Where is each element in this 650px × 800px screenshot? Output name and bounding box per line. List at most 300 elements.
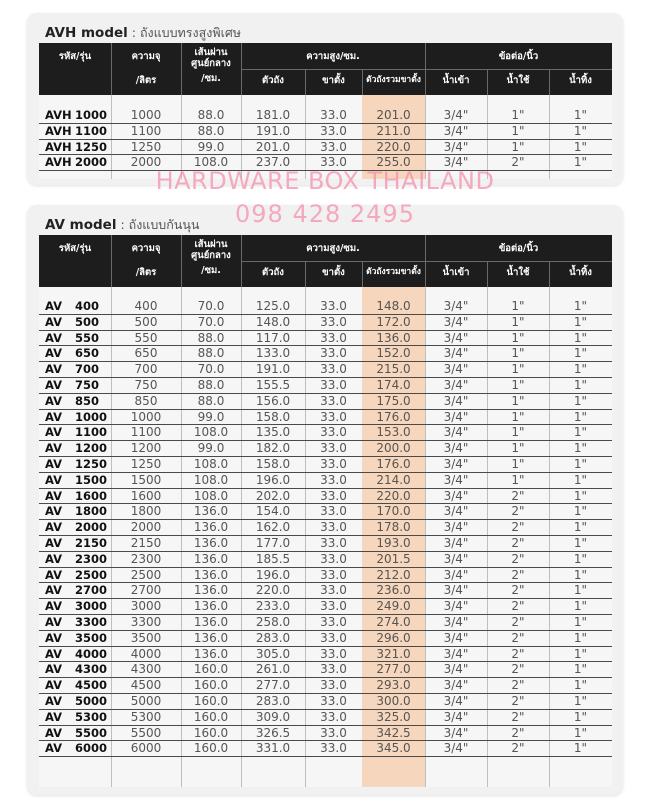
cell-tank: 158.0 bbox=[255, 409, 291, 424]
cell-use: 1" bbox=[511, 346, 525, 361]
cell-legs: 33.0 bbox=[320, 425, 347, 440]
cell-drain: 1" bbox=[573, 741, 588, 756]
header-diameter-unit: /ซม. bbox=[201, 265, 221, 276]
model-number: 750 bbox=[75, 377, 100, 392]
cell-drain: 1" bbox=[573, 646, 588, 661]
model-code bbox=[39, 124, 111, 139]
header-divider bbox=[111, 43, 112, 95]
cell-cap: 5300 bbox=[130, 709, 162, 724]
avh-model-subtitle: : ถังแบบทรงสูงพิเศษ bbox=[127, 25, 242, 40]
cell-legs: 33.0 bbox=[320, 456, 347, 471]
cell-in: 3/4" bbox=[443, 314, 469, 329]
cell-tank: 331.0 bbox=[255, 741, 291, 756]
cell-tank: 177.0 bbox=[255, 535, 291, 550]
cell-cap: 2000 bbox=[130, 520, 162, 535]
cell-tank: 182.0 bbox=[255, 441, 291, 456]
cell-dia: 108.0 bbox=[193, 488, 229, 503]
cell-drain: 1" bbox=[573, 520, 588, 535]
cell-in: 3/4" bbox=[443, 488, 469, 503]
cell-drain: 1" bbox=[573, 488, 588, 503]
model-prefix: AVH bbox=[45, 123, 72, 138]
table-row bbox=[39, 520, 612, 536]
cell-use: 1" bbox=[511, 314, 525, 329]
model-number: 4500 bbox=[75, 678, 108, 693]
header-divider bbox=[362, 261, 363, 287]
model-number: 1800 bbox=[75, 504, 108, 519]
cell-dia: 136.0 bbox=[193, 504, 229, 519]
model-prefix: AV bbox=[45, 441, 63, 456]
cell-use: 1" bbox=[511, 425, 525, 440]
cell-dia: 88.0 bbox=[197, 108, 225, 122]
model-prefix: AV bbox=[45, 393, 63, 408]
cell-legs: 33.0 bbox=[320, 678, 347, 693]
cell-use: 2" bbox=[511, 709, 525, 724]
cell-use: 1" bbox=[511, 393, 525, 408]
model-prefix: AVH bbox=[45, 155, 72, 170]
model-code bbox=[39, 631, 111, 646]
cell-use: 1" bbox=[511, 330, 525, 345]
table-row bbox=[39, 346, 612, 362]
header-divider bbox=[549, 69, 550, 95]
cell-total: 342.5 bbox=[376, 725, 411, 740]
cell-cap: 3300 bbox=[130, 614, 162, 629]
model-code bbox=[39, 710, 111, 725]
cell-tank: 233.0 bbox=[255, 599, 291, 614]
model-number: 3000 bbox=[75, 599, 108, 614]
cell-legs: 33.0 bbox=[320, 583, 347, 598]
table-row bbox=[39, 315, 612, 331]
cell-in: 3/4" bbox=[443, 741, 469, 756]
cell-total: 255.0 bbox=[376, 155, 411, 170]
avh-model-card bbox=[27, 13, 623, 185]
cell-legs: 33.0 bbox=[320, 551, 347, 566]
watermark-phone: 098 428 2495 bbox=[235, 200, 415, 228]
cell-in: 3/4" bbox=[443, 123, 469, 138]
model-code bbox=[39, 315, 111, 330]
cell-drain: 1" bbox=[573, 108, 588, 122]
cell-dia: 136.0 bbox=[193, 551, 229, 566]
header-drain: น้ำทิ้ง bbox=[569, 267, 592, 278]
cell-tank: 283.0 bbox=[255, 630, 291, 645]
cell-legs: 33.0 bbox=[320, 599, 347, 614]
cell-cap: 1200 bbox=[130, 441, 162, 456]
cell-cap: 750 bbox=[134, 377, 158, 392]
header-group-divider bbox=[241, 69, 612, 70]
model-number: 1000 bbox=[75, 409, 108, 424]
table-row bbox=[39, 552, 612, 568]
model-prefix: AV bbox=[45, 472, 63, 487]
header-capacity: ความจุ bbox=[131, 51, 161, 62]
model-number: 3500 bbox=[75, 630, 108, 645]
cell-dia: 70.0 bbox=[197, 299, 225, 313]
cell-legs: 33.0 bbox=[320, 741, 347, 756]
cell-dia: 88.0 bbox=[197, 346, 225, 361]
cell-drain: 1" bbox=[573, 630, 588, 645]
model-code bbox=[39, 378, 111, 393]
cell-in: 3/4" bbox=[443, 678, 469, 693]
model-code bbox=[39, 108, 111, 123]
cell-dia: 88.0 bbox=[197, 123, 225, 138]
cell-dia: 70.0 bbox=[197, 362, 225, 377]
model-code bbox=[39, 410, 111, 425]
model-code bbox=[39, 457, 111, 472]
model-prefix: AV bbox=[45, 630, 63, 645]
cell-legs: 33.0 bbox=[320, 393, 347, 408]
header-code: รหัส/รุ่น bbox=[58, 243, 92, 254]
cell-cap: 1100 bbox=[130, 425, 162, 440]
cell-total: 176.0 bbox=[376, 409, 411, 424]
model-number: 1600 bbox=[75, 488, 108, 503]
header-capacity: ความจุ bbox=[131, 243, 161, 254]
table-row bbox=[39, 299, 612, 315]
cell-cap: 1250 bbox=[130, 139, 162, 154]
cell-in: 3/4" bbox=[443, 346, 469, 361]
model-code bbox=[39, 520, 111, 535]
cell-cap: 5000 bbox=[130, 693, 162, 708]
header-divider bbox=[111, 235, 112, 287]
model-code bbox=[39, 583, 111, 598]
avh-table-header bbox=[39, 43, 612, 95]
avh-model-name: AVH model bbox=[45, 25, 128, 41]
cell-tank: 133.0 bbox=[255, 346, 291, 361]
cell-drain: 1" bbox=[573, 377, 588, 392]
header-legs: ขาตั้ง bbox=[322, 75, 345, 86]
cell-total: 170.0 bbox=[376, 504, 411, 519]
table-row bbox=[39, 631, 612, 647]
model-code bbox=[39, 346, 111, 361]
cell-total: 212.0 bbox=[376, 567, 411, 582]
model-number: 2000 bbox=[75, 520, 108, 535]
cell-total: 236.0 bbox=[376, 583, 411, 598]
cell-cap: 4000 bbox=[130, 646, 162, 661]
cell-use: 2" bbox=[511, 725, 525, 740]
cell-in: 3/4" bbox=[443, 614, 469, 629]
cell-cap: 700 bbox=[134, 362, 158, 377]
cell-dia: 70.0 bbox=[197, 314, 225, 329]
model-code bbox=[39, 662, 111, 677]
model-number: 3300 bbox=[75, 614, 108, 629]
cell-legs: 33.0 bbox=[320, 520, 347, 535]
cell-dia: 160.0 bbox=[193, 693, 229, 708]
cell-drain: 1" bbox=[573, 346, 588, 361]
cell-use: 1" bbox=[511, 472, 525, 487]
cell-use: 1" bbox=[511, 139, 525, 154]
model-code bbox=[39, 678, 111, 693]
cell-legs: 33.0 bbox=[320, 155, 347, 170]
cell-legs: 33.0 bbox=[320, 314, 347, 329]
cell-drain: 1" bbox=[573, 599, 588, 614]
model-code bbox=[39, 552, 111, 567]
cell-total: 211.0 bbox=[376, 123, 411, 138]
cell-dia: 160.0 bbox=[193, 725, 229, 740]
header-divider bbox=[362, 69, 363, 95]
table-row bbox=[39, 599, 612, 615]
av-model-subtitle: : ถังแบบกันนุน bbox=[116, 217, 200, 232]
cell-tank: 237.0 bbox=[255, 155, 291, 170]
cell-legs: 33.0 bbox=[320, 504, 347, 519]
cell-total: 345.0 bbox=[376, 741, 411, 756]
cell-drain: 1" bbox=[573, 678, 588, 693]
cell-cap: 4300 bbox=[130, 662, 162, 677]
cell-in: 3/4" bbox=[443, 155, 469, 170]
cell-tank: 191.0 bbox=[255, 362, 291, 377]
cell-use: 1" bbox=[511, 441, 525, 456]
av-model-card bbox=[27, 205, 623, 795]
cell-use: 1" bbox=[511, 456, 525, 471]
model-prefix: AV bbox=[45, 504, 63, 519]
model-prefix: AV bbox=[45, 488, 63, 503]
cell-total: 214.0 bbox=[376, 472, 411, 487]
cell-use: 2" bbox=[511, 614, 525, 629]
header-drain: น้ำทิ้ง bbox=[569, 75, 592, 86]
cell-legs: 33.0 bbox=[320, 567, 347, 582]
cell-total: 136.0 bbox=[376, 330, 411, 345]
cell-cap: 1100 bbox=[130, 123, 162, 138]
cell-in: 3/4" bbox=[443, 520, 469, 535]
cell-tank: 220.0 bbox=[255, 583, 291, 598]
cell-tank: 135.0 bbox=[255, 425, 291, 440]
cell-total: 193.0 bbox=[376, 535, 411, 550]
cell-dia: 136.0 bbox=[193, 646, 229, 661]
cell-total: 153.0 bbox=[376, 425, 411, 440]
cell-in: 3/4" bbox=[443, 409, 469, 424]
cell-use: 2" bbox=[511, 741, 525, 756]
cell-legs: 33.0 bbox=[320, 409, 347, 424]
model-prefix: AV bbox=[45, 299, 63, 313]
cell-use: 1" bbox=[511, 377, 525, 392]
cell-legs: 33.0 bbox=[320, 123, 347, 138]
model-prefix: AV bbox=[45, 646, 63, 661]
cell-total: 152.0 bbox=[376, 346, 411, 361]
cell-cap: 6000 bbox=[130, 741, 162, 756]
cell-in: 3/4" bbox=[443, 535, 469, 550]
table-row bbox=[39, 694, 612, 710]
table-row bbox=[39, 425, 612, 441]
model-number: 4300 bbox=[75, 662, 108, 677]
model-number: 2700 bbox=[75, 583, 108, 598]
header-divider bbox=[305, 69, 306, 95]
model-number: 1100 bbox=[75, 425, 108, 440]
cell-drain: 1" bbox=[573, 709, 588, 724]
table-row bbox=[39, 536, 612, 552]
cell-tank: 202.0 bbox=[255, 488, 291, 503]
cell-cap: 2300 bbox=[130, 551, 162, 566]
model-number: 5300 bbox=[75, 709, 108, 724]
cell-dia: 160.0 bbox=[193, 662, 229, 677]
model-number: 6000 bbox=[75, 741, 108, 756]
model-code bbox=[39, 362, 111, 377]
cell-total: 200.0 bbox=[376, 441, 411, 456]
cell-tank: 156.0 bbox=[255, 393, 291, 408]
cell-drain: 1" bbox=[573, 472, 588, 487]
header-diameter-mid: ศูนย์กลาง bbox=[191, 250, 231, 261]
cell-use: 2" bbox=[511, 630, 525, 645]
cell-drain: 1" bbox=[573, 155, 588, 170]
cell-dia: 136.0 bbox=[193, 583, 229, 598]
header-divider bbox=[487, 261, 488, 287]
cell-total: 175.0 bbox=[376, 393, 411, 408]
cell-drain: 1" bbox=[573, 725, 588, 740]
cell-total: 174.0 bbox=[376, 377, 411, 392]
header-diameter-unit: /ซม. bbox=[201, 73, 221, 84]
cell-in: 3/4" bbox=[443, 646, 469, 661]
cell-in: 3/4" bbox=[443, 693, 469, 708]
cell-total: 300.0 bbox=[376, 693, 411, 708]
cell-in: 3/4" bbox=[443, 377, 469, 392]
cell-tank: 158.0 bbox=[255, 456, 291, 471]
cell-cap: 2000 bbox=[130, 155, 162, 170]
cell-use: 2" bbox=[511, 662, 525, 677]
cell-in: 3/4" bbox=[443, 567, 469, 582]
cell-use: 2" bbox=[511, 567, 525, 582]
cell-dia: 88.0 bbox=[197, 377, 225, 392]
cell-cap: 550 bbox=[134, 330, 158, 345]
table-row bbox=[39, 473, 612, 489]
cell-cap: 650 bbox=[134, 346, 158, 361]
model-prefix: AV bbox=[45, 456, 63, 471]
header-total: ตัวถังรวมขาตั้ง bbox=[366, 75, 421, 85]
cell-dia: 160.0 bbox=[193, 741, 229, 756]
model-prefix: AV bbox=[45, 709, 63, 724]
model-number: 1000 bbox=[75, 108, 108, 122]
table-row bbox=[39, 441, 612, 457]
table-row bbox=[39, 140, 612, 156]
header-code: รหัส/รุ่น bbox=[58, 51, 92, 62]
cell-use: 2" bbox=[511, 693, 525, 708]
cell-dia: 136.0 bbox=[193, 599, 229, 614]
cell-drain: 1" bbox=[573, 330, 588, 345]
model-number: 1500 bbox=[75, 472, 108, 487]
cell-use: 2" bbox=[511, 504, 525, 519]
header-divider bbox=[181, 235, 182, 287]
model-code bbox=[39, 726, 111, 741]
model-code bbox=[39, 536, 111, 551]
cell-total: 148.0 bbox=[376, 299, 411, 313]
cell-legs: 33.0 bbox=[320, 535, 347, 550]
model-prefix: AV bbox=[45, 583, 63, 598]
cell-tank: 154.0 bbox=[255, 504, 291, 519]
model-number: 650 bbox=[75, 346, 100, 361]
cell-tank: 277.0 bbox=[255, 678, 291, 693]
header-inlet: น้ำเข้า bbox=[442, 75, 470, 86]
header-diameter-mid: ศูนย์กลาง bbox=[191, 58, 231, 69]
cell-in: 3/4" bbox=[443, 393, 469, 408]
av-rows bbox=[39, 299, 612, 757]
cell-use: 2" bbox=[511, 678, 525, 693]
cell-drain: 1" bbox=[573, 409, 588, 424]
model-prefix: AV bbox=[45, 725, 63, 740]
cell-in: 3/4" bbox=[443, 299, 469, 313]
model-prefix: AV bbox=[45, 535, 63, 550]
cell-legs: 33.0 bbox=[320, 662, 347, 677]
cell-cap: 2500 bbox=[130, 567, 162, 582]
cell-total: 249.0 bbox=[376, 599, 411, 614]
cell-drain: 1" bbox=[573, 139, 588, 154]
cell-cap: 2700 bbox=[130, 583, 162, 598]
header-diameter: เส้นผ่าน bbox=[194, 47, 228, 58]
cell-dia: 108.0 bbox=[193, 472, 229, 487]
cell-total: 277.0 bbox=[376, 662, 411, 677]
model-code bbox=[39, 155, 111, 170]
model-number: 1250 bbox=[75, 456, 108, 471]
cell-dia: 99.0 bbox=[197, 139, 225, 154]
model-prefix: AV bbox=[45, 741, 63, 756]
cell-in: 3/4" bbox=[443, 504, 469, 519]
header-outlet: น้ำใช้ bbox=[506, 75, 530, 86]
cell-dia: 108.0 bbox=[193, 425, 229, 440]
cell-tank: 201.0 bbox=[255, 139, 291, 154]
table-row bbox=[39, 678, 612, 694]
watermark-brand: HARDWARE BOX THAILAND bbox=[155, 167, 495, 195]
cell-drain: 1" bbox=[573, 299, 588, 313]
cell-drain: 1" bbox=[573, 441, 588, 456]
cell-in: 3/4" bbox=[443, 425, 469, 440]
header-total: ตัวถังรวมขาตั้ง bbox=[366, 267, 421, 277]
cell-use: 1" bbox=[511, 108, 525, 122]
model-number: 2300 bbox=[75, 551, 108, 566]
cell-tank: 125.0 bbox=[255, 299, 291, 313]
table-row bbox=[39, 155, 612, 171]
table-row bbox=[39, 108, 612, 124]
cell-drain: 1" bbox=[573, 583, 588, 598]
cell-total: 176.0 bbox=[376, 456, 411, 471]
cell-use: 1" bbox=[511, 409, 525, 424]
cell-legs: 33.0 bbox=[320, 646, 347, 661]
model-number: 2500 bbox=[75, 567, 108, 582]
cell-in: 3/4" bbox=[443, 441, 469, 456]
header-capacity-unit: /ลิตร bbox=[135, 267, 157, 278]
model-prefix: AV bbox=[45, 520, 63, 535]
cell-in: 3/4" bbox=[443, 551, 469, 566]
table-row bbox=[39, 504, 612, 520]
cell-total: 220.0 bbox=[376, 488, 411, 503]
cell-tank: 258.0 bbox=[255, 614, 291, 629]
cell-drain: 1" bbox=[573, 535, 588, 550]
cell-tank: 117.0 bbox=[255, 330, 291, 345]
model-number: 1250 bbox=[75, 139, 108, 154]
cell-in: 3/4" bbox=[443, 599, 469, 614]
model-prefix: AV bbox=[45, 425, 63, 440]
av-table-body bbox=[39, 287, 612, 787]
model-prefix: AV bbox=[45, 662, 63, 677]
cell-legs: 33.0 bbox=[320, 693, 347, 708]
cell-dia: 88.0 bbox=[197, 330, 225, 345]
cell-tank: 185.5 bbox=[255, 551, 291, 566]
table-row bbox=[39, 568, 612, 584]
cell-tank: 261.0 bbox=[255, 662, 291, 677]
table-row bbox=[39, 457, 612, 473]
cell-drain: 1" bbox=[573, 614, 588, 629]
model-prefix: AV bbox=[45, 362, 63, 377]
cell-dia: 88.0 bbox=[197, 393, 225, 408]
cell-use: 2" bbox=[511, 599, 525, 614]
cell-tank: 305.0 bbox=[255, 646, 291, 661]
cell-dia: 160.0 bbox=[193, 709, 229, 724]
table-row bbox=[39, 124, 612, 140]
cell-dia: 136.0 bbox=[193, 520, 229, 535]
model-prefix: AV bbox=[45, 678, 63, 693]
cell-in: 3/4" bbox=[443, 362, 469, 377]
header-tank: ตัวถัง bbox=[262, 267, 284, 278]
cell-use: 1" bbox=[511, 123, 525, 138]
header-inlet: น้ำเข้า bbox=[442, 267, 470, 278]
cell-in: 3/4" bbox=[443, 709, 469, 724]
model-code bbox=[39, 599, 111, 614]
cell-dia: 108.0 bbox=[193, 456, 229, 471]
cell-use: 1" bbox=[511, 362, 525, 377]
cell-cap: 4500 bbox=[130, 678, 162, 693]
model-prefix: AVH bbox=[45, 139, 72, 154]
